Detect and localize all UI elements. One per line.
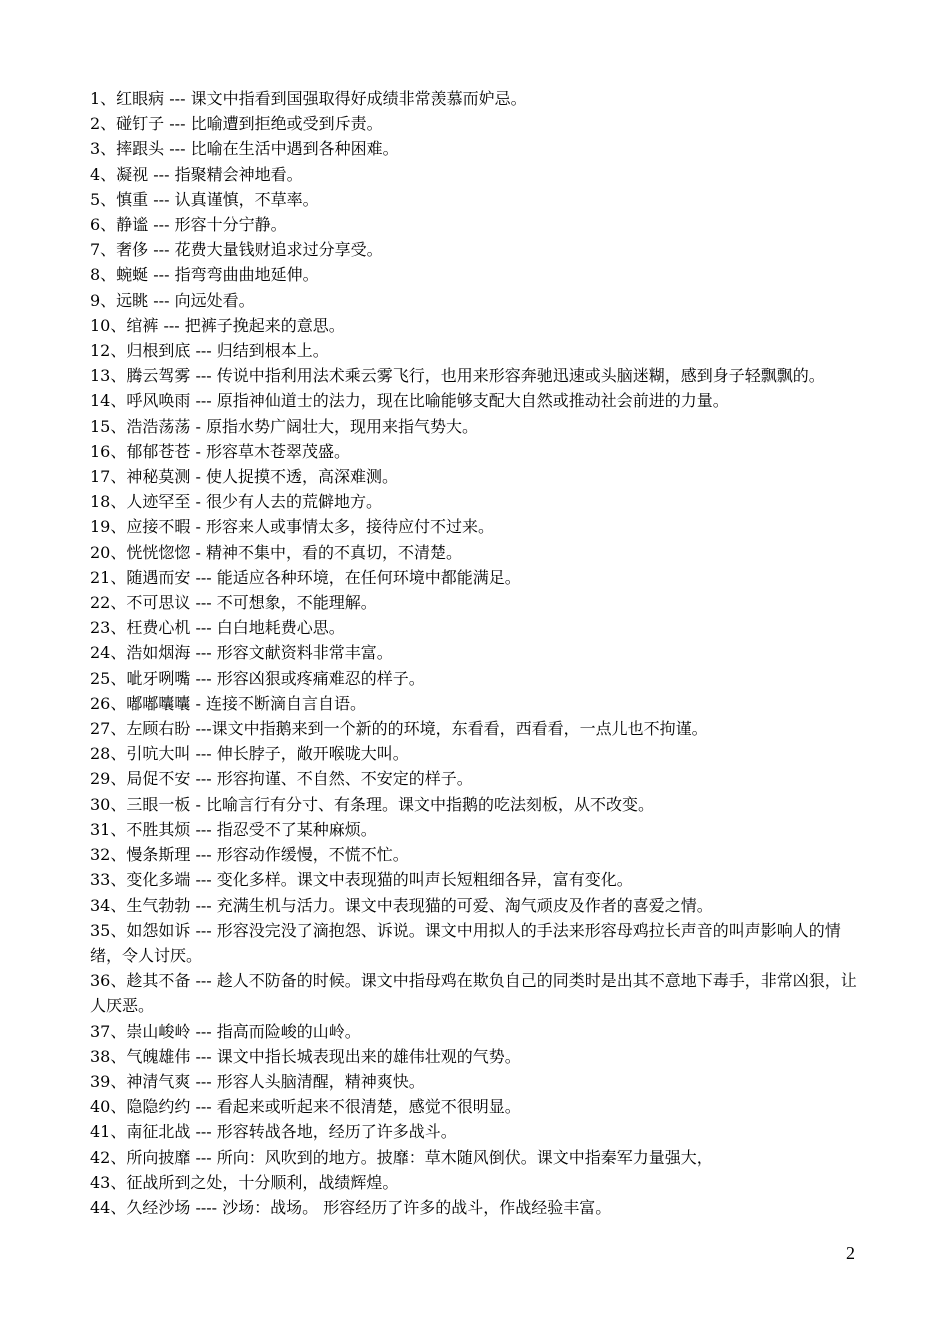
vocabulary-entry: 26、嘟嘟囔囔 - 连接不断滴自言自语。 — [90, 693, 366, 713]
page-number: 2 — [846, 1243, 855, 1263]
vocabulary-entry: 1、红眼病 --- 课文中指看到国强取得好成绩非常羡慕而妒忌。 — [90, 89, 527, 108]
vocabulary-entry: 41、南征北战 --- 形容转战各地，经历了许多战斗。 — [90, 1122, 457, 1142]
vocabulary-entry: 9、远眺 --- 向远处看。 — [90, 290, 255, 310]
vocabulary-entry: 6、静谧 --- 形容十分宁静。 — [90, 215, 287, 235]
vocabulary-entry: 42、所向披靡 --- 所向：风吹到的地方。披靡：草木随风倒伏。课文中指秦军力量强大， — [90, 1147, 713, 1167]
vocabulary-entry: 19、应接不暇 - 形容来人或事情太多，接待应付不过来。 — [90, 517, 494, 537]
vocabulary-entry: 8、蜿蜒 --- 指弯弯曲曲地延伸。 — [90, 265, 319, 285]
vocabulary-entry: 14、呼风唤雨 --- 原指神仙道士的法力，现在比喻能够支配大自然或推动社会前进的力量。 — [90, 391, 729, 411]
vocabulary-entry: 37、崇山峻岭 --- 指高而险峻的山岭。 — [90, 1021, 361, 1041]
vocabulary-entry: 36、趁其不备 --- 趁人不防备的时候。课文中指母鸡在欺负自己的同类时是出其不意地下毒手，非常凶狠，让人厌恶。 — [90, 971, 857, 1016]
vocabulary-entry: 12、归根到底 --- 归结到根本上。 — [90, 341, 329, 361]
vocabulary-entry: 31、不胜其烦 --- 指忍受不了某种麻烦。 — [90, 819, 377, 839]
vocabulary-entry: 24、浩如烟海 --- 形容文献资料非常丰富。 — [90, 643, 393, 663]
vocabulary-entry: 34、生气勃勃 --- 充满生机与活力。课文中表现猫的可爱、淘气顽皮及作者的喜爱之情。 — [90, 895, 713, 915]
vocabulary-entry: 3、摔跟头 --- 比喻在生活中遇到各种困难。 — [90, 139, 399, 159]
vocabulary-entry: 43、征战所到之处，十分顺利，战绩辉煌。 — [90, 1172, 399, 1192]
vocabulary-entry: 18、人迹罕至 - 很少有人去的荒僻地方。 — [90, 492, 382, 512]
vocabulary-entry: 40、隐隐约约 --- 看起来或听起来不很清楚，感觉不很明显。 — [90, 1097, 521, 1117]
vocabulary-entry: 32、慢条斯理 --- 形容动作缓慢，不慌不忙。 — [90, 845, 409, 865]
vocabulary-entry: 44、久经沙场 ---- 沙场：战场。 形容经历了许多的战斗，作战经验丰富。 — [90, 1197, 612, 1217]
document-body — [90, 86, 865, 1220]
vocabulary-entry: 28、引吭大叫 --- 伸长脖子，敞开喉咙大叫。 — [90, 744, 409, 764]
vocabulary-entry: 20、恍恍惚惚 - 精神不集中，看的不真切，不清楚。 — [90, 542, 462, 562]
vocabulary-entry: 25、呲牙咧嘴 --- 形容凶狠或疼痛难忍的样子。 — [90, 668, 425, 688]
vocabulary-entry: 35、如怨如诉 --- 形容没完没了滴抱怨、诉说。课文中用拟人的手法来形容母鸡拉长声音的叫声影响人的情绪，令人讨厌。 — [90, 920, 841, 965]
vocabulary-entry: 4、凝视 --- 指聚精会神地看。 — [90, 164, 303, 184]
vocabulary-entry: 30、三眼一板 - 比喻言行有分寸、有条理。课文中指鹅的吃法刻板，从不改变。 — [90, 794, 654, 814]
vocabulary-entry: 15、浩浩荡荡 - 原指水势广阔壮大，现用来指气势大。 — [90, 416, 478, 436]
vocabulary-entry: 5、慎重 --- 认真谨慎，不草率。 — [90, 189, 319, 209]
vocabulary-entry: 23、枉费心机 --- 白白地耗费心思。 — [90, 618, 345, 638]
vocabulary-entry: 7、奢侈 --- 花费大量钱财追求过分享受。 — [90, 240, 383, 260]
vocabulary-entry: 17、神秘莫测 - 使人捉摸不透，高深难测。 — [90, 467, 398, 487]
vocabulary-entry: 38、气魄雄伟 --- 课文中指长城表现出来的雄伟壮观的气势。 — [90, 1046, 521, 1066]
vocabulary-entry: 16、郁郁苍苍 - 形容草木苍翠茂盛。 — [90, 441, 350, 461]
vocabulary-entry: 33、变化多端 --- 变化多样。课文中表现猫的叫声长短粗细各异，富有变化。 — [90, 870, 633, 890]
vocabulary-entry: 21、随遇而安 --- 能适应各种环境，在任何环境中都能满足。 — [90, 567, 521, 587]
vocabulary-entry: 27、左顾右盼 ---课文中指鹅来到一个新的的环境，东看看，西看看，一点儿也不拘谨。 — [90, 719, 708, 739]
vocabulary-entry: 22、不可思议 --- 不可想象，不能理解。 — [90, 593, 377, 613]
vocabulary-entry: 2、碰钉子 --- 比喻遭到拒绝或受到斥责。 — [90, 114, 383, 134]
vocabulary-entry: 39、神清气爽 --- 形容人头脑清醒，精神爽快。 — [90, 1071, 425, 1091]
vocabulary-entry: 10、绾裤 --- 把裤子挽起来的意思。 — [90, 315, 345, 335]
vocabulary-entry: 13、腾云驾雾 --- 传说中指利用法术乘云雾飞行，也用来形容奔驰迅速或头脑迷糊，感到身子轻飘飘的。 — [90, 366, 825, 386]
vocabulary-entry: 29、局促不安 --- 形容拘谨、不自然、不安定的样子。 — [90, 769, 473, 789]
